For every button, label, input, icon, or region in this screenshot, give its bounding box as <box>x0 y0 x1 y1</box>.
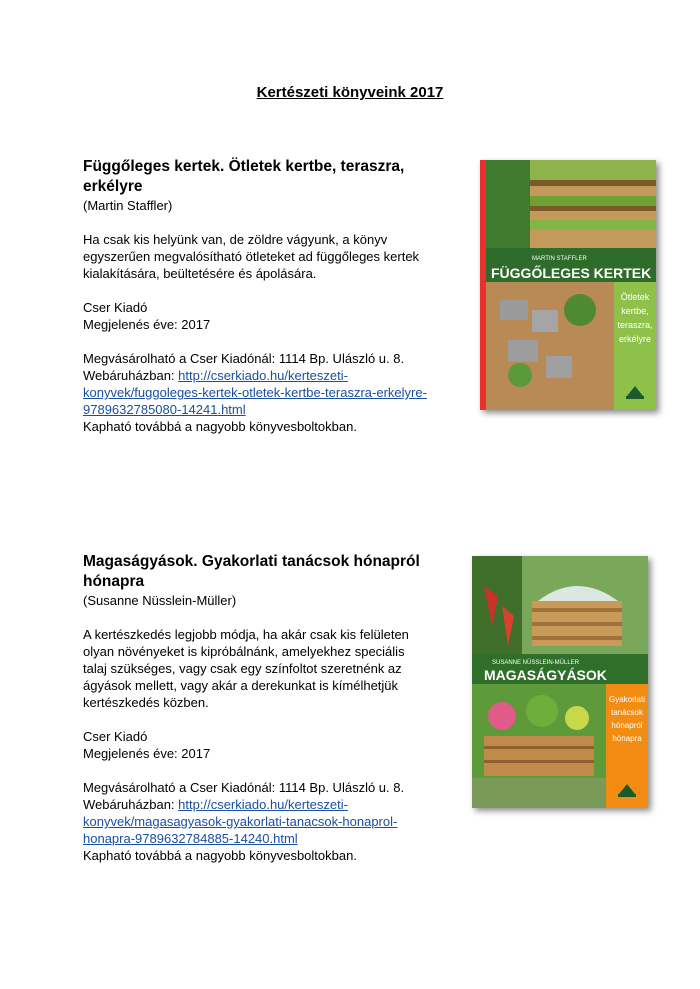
cover-author: SUSANNE NÜSSLEIN-MÜLLER <box>492 660 580 666</box>
cover-illustration <box>480 160 656 410</box>
publisher: Cser Kiadó <box>83 300 148 315</box>
cover-spine-accent <box>480 160 486 410</box>
book-entry <box>83 552 453 864</box>
cover-author: MARTIN STAFFLER <box>532 256 587 262</box>
publisher-info <box>83 299 453 333</box>
description-line: olyan növényeket is kipróbálnánk, amelyekhez speciális <box>83 644 405 659</box>
cover-subtitle-line: tanácsok <box>610 708 644 717</box>
cover-subtitle-line: kertbe, <box>621 306 649 316</box>
webshop-link-part[interactable]: http://cserkiado.hu/kerteszeti- <box>178 368 348 383</box>
availability-note: Kapható továbbá a nagyobb könyvesboltokban. <box>83 848 357 863</box>
description-line: kialakítására, beültetésére és ápolására. <box>83 266 317 281</box>
book-title-line2: hónapra <box>83 573 145 590</box>
book-description <box>83 231 453 282</box>
book-title-line1: Magaságyások. Gyakorlati tanácsok hónapról <box>83 553 420 570</box>
page-title: Kertészeti könyveink 2017 <box>256 84 444 101</box>
cover-subtitle-line: teraszra, <box>617 320 653 330</box>
webshop-link-part[interactable]: konyvek/fuggoleges-kertek-otletek-kertbe-teraszra-erkelyre- <box>83 385 427 400</box>
purchase-address: Megvásárolható a Cser Kiadónál: 1114 Bp. Ulászló u. 8. <box>83 351 405 366</box>
book-title-line1: Függőleges kertek. Ötletek kertbe, teraszra, <box>83 158 405 175</box>
webshop-line <box>83 401 453 418</box>
cover-title: FÜGGŐLEGES KERTEK <box>491 265 652 281</box>
book-entry <box>83 157 453 435</box>
webshop-link-part[interactable]: konyvek/magasagyasok-gyakorlati-tanacsok-honaprol- <box>83 814 398 829</box>
webshop-link-part[interactable]: 9789632785080-14241.html <box>83 402 246 417</box>
description-line: egyszerűen megvalósítható ötleteket ad függőleges kertek <box>83 249 420 264</box>
book-author: (Susanne Nüsslein-Müller) <box>83 593 237 608</box>
purchase-info <box>83 779 453 864</box>
book-description <box>83 626 453 711</box>
cover-subtitle-line: Gyakorlati <box>608 695 646 704</box>
cover-subtitle-line: erkélyre <box>618 334 652 344</box>
webshop-link-part[interactable]: http://cserkiado.hu/kerteszeti- <box>178 797 348 812</box>
webshop-line <box>83 813 453 830</box>
publisher-info <box>83 728 453 762</box>
purchase-address: Megvásárolható a Cser Kiadónál: 1114 Bp. Ulászló u. 8. <box>83 780 405 795</box>
publication-year: Megjelenés éve: 2017 <box>83 317 211 332</box>
book-author: (Martin Staffler) <box>83 198 173 213</box>
description-line: kertészkedés közben. <box>83 695 209 710</box>
description-line: ágyások mellett, vagy akár a derekunkat is kímélhetjük <box>83 678 399 693</box>
purchase-info <box>83 350 453 435</box>
cover-title: MAGASÁGYÁSOK <box>484 667 607 683</box>
availability-note: Kapható továbbá a nagyobb könyvesboltokban. <box>83 419 357 434</box>
book-title-line2: erkélyre <box>83 178 143 195</box>
description-line: talaj szükséges, vagy csak egy színfoltot szeretnénk az <box>83 661 402 676</box>
cover-illustration <box>472 556 648 808</box>
cover-subtitle-line: hónapról <box>611 721 643 730</box>
book-cover-image <box>480 160 656 410</box>
publisher: Cser Kiadó <box>83 729 148 744</box>
publication-year: Megjelenés éve: 2017 <box>83 746 211 761</box>
webshop-line <box>83 796 453 813</box>
description-line: A kertészkedés legjobb módja, ha akár csak kis felületen <box>83 627 409 642</box>
book-cover-image <box>472 556 648 808</box>
cover-subtitle-line: hónapra <box>612 734 642 743</box>
cover-subtitle-line: Ötletek <box>620 292 650 302</box>
webshop-line <box>83 367 453 384</box>
webshop-label: Webáruházban: <box>83 368 175 383</box>
webshop-label: Webáruházban: <box>83 797 175 812</box>
webshop-line <box>83 384 453 401</box>
description-line: Ha csak kis helyünk van, de zöldre vágyunk, a könyv <box>83 232 388 247</box>
webshop-link-part[interactable]: honapra-9789632784885-14240.html <box>83 831 298 846</box>
webshop-line <box>83 830 453 847</box>
